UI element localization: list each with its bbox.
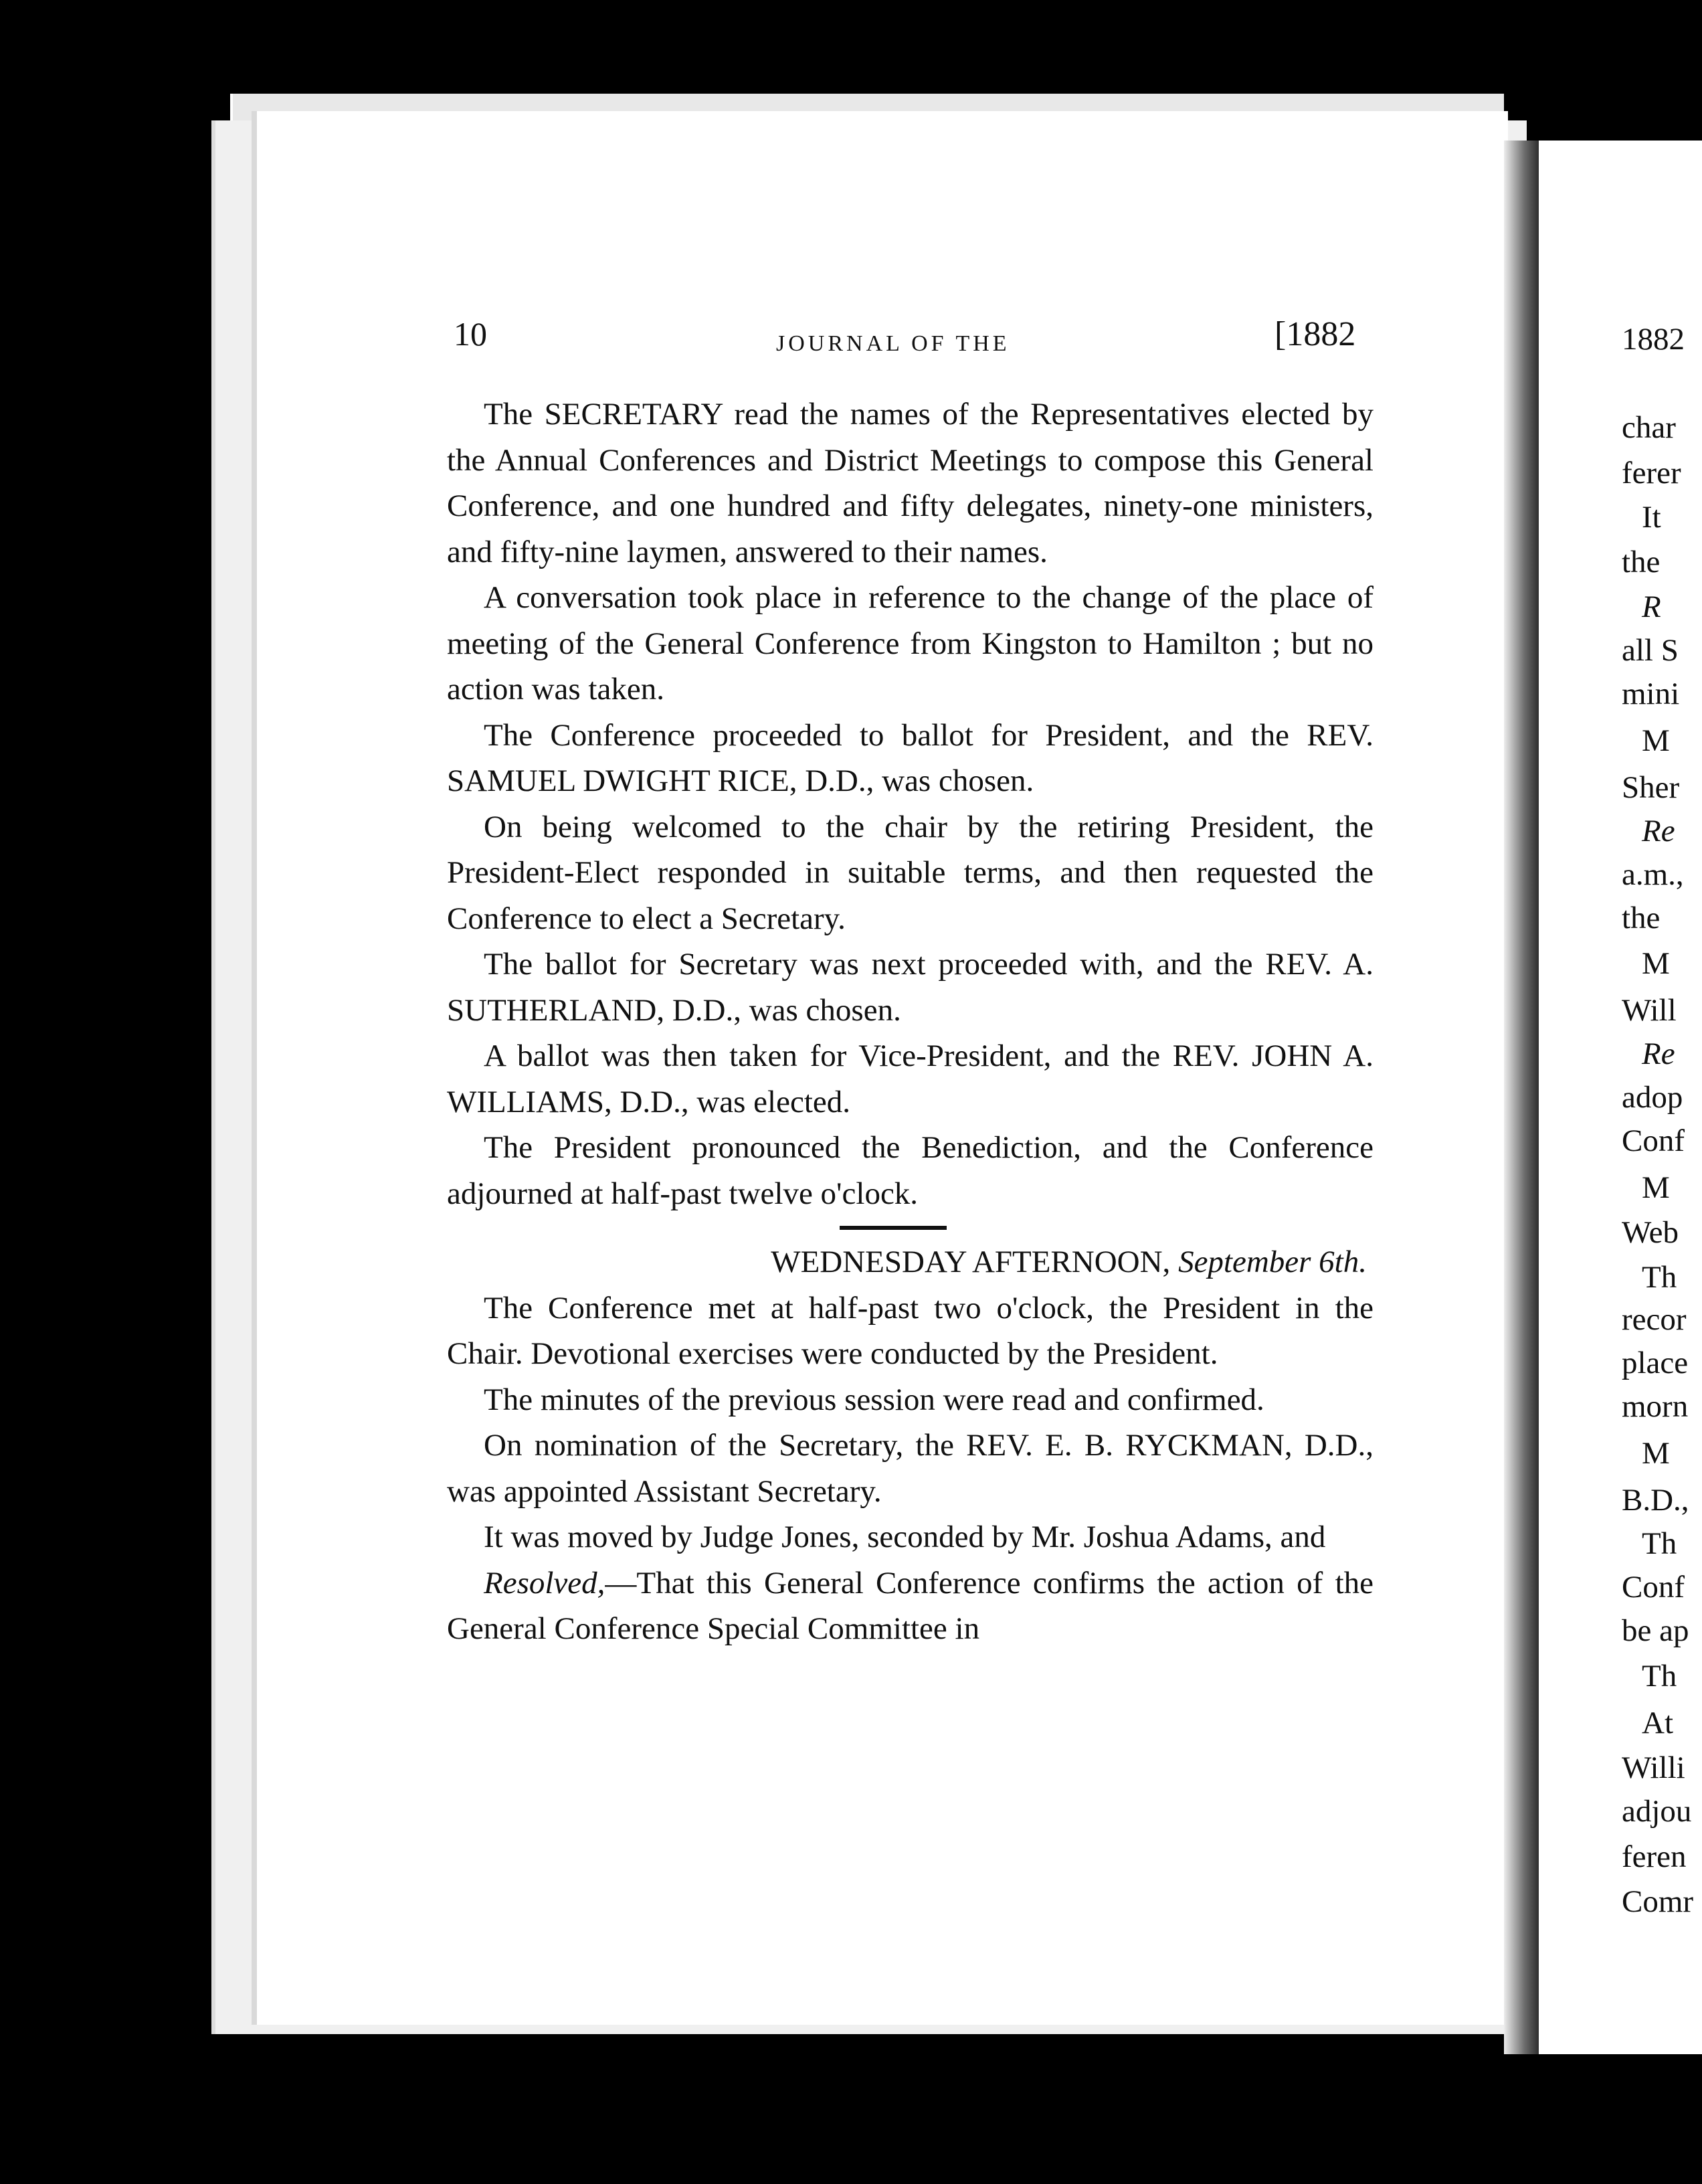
right-page-line: Re — [1642, 1036, 1675, 1071]
right-page-line: 1882 — [1622, 322, 1685, 357]
running-title: JOURNAL OF THE — [776, 331, 1010, 356]
year-marker: [1882 — [1274, 315, 1356, 353]
right-page-line: Comr — [1622, 1884, 1694, 1919]
right-page-line: place — [1622, 1346, 1689, 1380]
section-heading-day: WEDNESDAY AFTERNOON, — [771, 1245, 1171, 1279]
right-page-line: morn — [1622, 1389, 1689, 1424]
paragraph: The Conference proceeded to ballot for President, and the REV. SAMUEL DWIGHT RICE, D.D., was chosen. — [447, 717, 1374, 798]
right-page-line: Willi — [1622, 1750, 1685, 1785]
right-page-line: M — [1642, 1170, 1670, 1205]
paragraph: On nomination of the Secretary, the REV. E. B. RYCKMAN, D.D., was appointed Assistant Secretary. — [447, 1428, 1374, 1509]
paragraph: A conversation took place in reference to the change of the place of meeting of the General Conference from Kingston to Hamilton ; but no action was taken. — [447, 580, 1374, 707]
right-page-line: adop — [1622, 1080, 1683, 1115]
right-page-line: M — [1642, 723, 1670, 758]
right-page-line: It — [1642, 500, 1661, 535]
paragraph: On being welcomed to the chair by the retiring President, the President-Elect responded in suitable terms, and then requested the Conference to elect a Secretary. — [447, 809, 1374, 936]
right-page-line: feren — [1622, 1839, 1687, 1874]
resolved-text: —That this General Conference confirms the action of the General Conference Special Committee in — [447, 1565, 1374, 1646]
right-page-line: Conf — [1622, 1570, 1685, 1605]
right-page-fragments — [1622, 0, 1702, 2184]
right-page-line: recor — [1622, 1302, 1687, 1337]
page-number: 10 — [454, 315, 487, 353]
right-page-line: Th — [1642, 1260, 1677, 1295]
right-page-line: Th — [1642, 1526, 1677, 1561]
page-body — [447, 391, 1374, 1652]
right-page-line: ferer — [1622, 456, 1681, 490]
right-page-line: char — [1622, 410, 1676, 445]
paragraph: The minutes of the previous session were read and confirmed. — [484, 1382, 1264, 1417]
right-page-line: Re — [1642, 814, 1675, 848]
right-page-line: all S — [1622, 633, 1679, 668]
right-page-line: mini — [1622, 676, 1680, 711]
right-page-line: the — [1622, 545, 1661, 579]
right-page-line: the — [1622, 901, 1661, 935]
paragraph: The SECRETARY read the names of the Representatives elected by the Annual Conferences and District Meetings to compose this General Conference, and one hundred and fifty delegates, ninety-one ministers, and fifty-nine laymen, answered to their names. — [447, 397, 1374, 569]
right-page-line: At — [1642, 1706, 1673, 1740]
right-page-line: adjou — [1622, 1794, 1692, 1829]
right-page-line: M — [1642, 946, 1670, 981]
right-page-line: Web — [1622, 1215, 1679, 1250]
right-page-line: Will — [1622, 993, 1677, 1028]
right-page-line: Sher — [1622, 770, 1680, 805]
right-page-line: Conf — [1622, 1123, 1685, 1158]
right-page-line: M — [1642, 1436, 1670, 1471]
paragraph: The ballot for Secretary was next proceeded with, and the REV. A. SUTHERLAND, D.D., was chosen. — [447, 947, 1374, 1028]
right-page-line: B.D., — [1622, 1483, 1689, 1518]
right-page-line: a.m., — [1622, 857, 1684, 892]
right-page-line: be ap — [1622, 1613, 1689, 1648]
right-page-line: Th — [1642, 1659, 1677, 1694]
section-divider — [840, 1226, 947, 1230]
paragraph: The Conference met at half-past two o'clock, the President in the Chair. Devotional exercises were conducted by the President. — [447, 1290, 1374, 1371]
resolution — [447, 1560, 1374, 1652]
section-heading-date: September 6th. — [1178, 1245, 1367, 1279]
paragraph: The President pronounced the Benediction, and the Conference adjourned at half-past twelve o'clock. — [447, 1130, 1374, 1211]
paragraph: It was moved by Judge Jones, seconded by Mr. Joshua Adams, and — [484, 1520, 1326, 1554]
section-heading — [447, 1239, 1374, 1285]
right-page-line: R — [1642, 589, 1661, 624]
resolved-label: Resolved, — [484, 1565, 605, 1601]
paragraph: A ballot was then taken for Vice-President, and the REV. JOHN A. WILLIAMS, D.D., was elected. — [447, 1038, 1374, 1119]
